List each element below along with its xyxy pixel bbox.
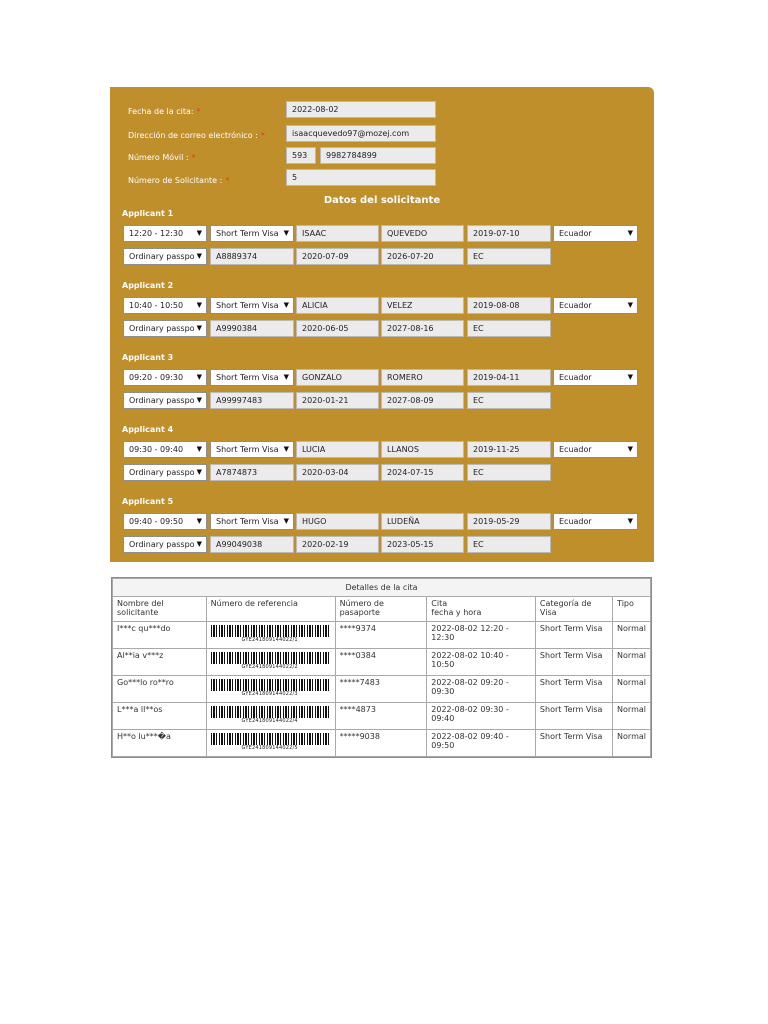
passport-cell: *****7483: [335, 676, 427, 703]
nationality-select-value: Ecuador: [559, 445, 592, 454]
first-name-input-value: HUGO: [302, 517, 327, 526]
reference-number: GYE241809144022/3: [241, 691, 298, 697]
movil-input[interactable]: 9982784899: [320, 147, 436, 164]
first-name-input-value: ALICIA: [302, 301, 328, 310]
dob-input[interactable]: [467, 369, 551, 386]
passport-number-input[interactable]: [210, 248, 294, 265]
issue-date-input-value: 2020-02-19: [302, 540, 349, 549]
applicant-label: Applicant 4: [122, 425, 174, 434]
email-input[interactable]: isaacquevedo97@mozej.com: [286, 125, 436, 142]
tipo-cell: Normal: [613, 676, 651, 703]
passport-type-select-value: Ordinary passpo: [129, 324, 195, 333]
applicant-name-cell: Go***lo ro**ro: [113, 676, 207, 703]
barcode-icon: [211, 625, 329, 637]
cita-cell: 2022-08-02 09:30 - 09:40: [427, 703, 536, 730]
chevron-down-icon: ▼: [196, 229, 202, 237]
reference-number: GYE241809144022/2: [241, 664, 298, 670]
expiry-date-input[interactable]: [381, 392, 464, 409]
category-cell: Short Term Visa: [535, 649, 612, 676]
first-name-input[interactable]: [296, 297, 379, 314]
reference-cell: [206, 703, 335, 730]
dob-input-value: 2019-08-08: [473, 301, 520, 310]
applicant-name-cell: H**o lu***�a: [113, 730, 207, 757]
chevron-down-icon: ▼: [627, 517, 633, 525]
expiry-date-input[interactable]: [381, 464, 464, 481]
nationality-select[interactable]: [553, 297, 638, 314]
passport-type-select[interactable]: [123, 320, 207, 337]
country-input[interactable]: [467, 320, 551, 337]
last-name-input-value: VELEZ: [387, 301, 413, 310]
details-caption: Detalles de la cita: [113, 579, 651, 597]
visa-select-value: Short Term Visa: [216, 517, 279, 526]
chevron-down-icon: ▼: [196, 396, 202, 404]
reference-number: GYE241809144022/5: [241, 745, 298, 751]
last-name-input-value: QUEVEDO: [387, 229, 428, 238]
last-name-input-value: LLANOS: [387, 445, 419, 454]
reference-cell: [206, 622, 335, 649]
nationality-select-value: Ecuador: [559, 301, 592, 310]
country-input[interactable]: [467, 464, 551, 481]
fecha-input[interactable]: 2022-08-02: [286, 101, 436, 118]
category-cell: Short Term Visa: [535, 703, 612, 730]
visa-select-value: Short Term Visa: [216, 301, 279, 310]
passport-cell: ****4873: [335, 703, 427, 730]
expiry-date-input[interactable]: [381, 320, 464, 337]
fecha-label: Fecha de la cita: *: [128, 107, 201, 116]
chevron-down-icon: ▼: [196, 301, 202, 309]
col-passport: Número de pasaporte: [335, 597, 427, 622]
applicant-name-cell: I***c qu***do: [113, 622, 207, 649]
dob-input-value: 2019-07-10: [473, 229, 520, 238]
table-row: [113, 730, 651, 757]
passport-number-input[interactable]: [210, 464, 294, 481]
barcode-icon: [211, 652, 329, 664]
dob-input[interactable]: [467, 297, 551, 314]
visa-select[interactable]: [210, 369, 294, 386]
nationality-select-value: Ecuador: [559, 373, 592, 382]
chevron-down-icon: ▼: [283, 301, 289, 309]
passport-type-select[interactable]: [123, 392, 207, 409]
tipo-cell: Normal: [613, 730, 651, 757]
datos-title: Datos del solicitante: [323, 195, 441, 206]
last-name-input[interactable]: [381, 297, 464, 314]
chevron-down-icon: ▼: [196, 252, 202, 260]
barcode-icon: [211, 679, 329, 691]
cita-cell: 2022-08-02 12:20 - 12:30: [427, 622, 536, 649]
passport-type-select-value: Ordinary passpo: [129, 252, 195, 261]
passport-number-input[interactable]: [210, 536, 294, 553]
visa-select-value: Short Term Visa: [216, 229, 279, 238]
chevron-down-icon: ▼: [283, 229, 289, 237]
time-select[interactable]: [123, 369, 207, 386]
chevron-down-icon: ▼: [627, 301, 633, 309]
time-select[interactable]: [123, 441, 207, 458]
last-name-input-value: ROMERO: [387, 373, 423, 382]
time-select-value: 12:20 - 12:30: [129, 229, 184, 238]
applicant-label: Applicant 5: [122, 497, 174, 506]
first-name-input-value: ISAAC: [302, 229, 327, 238]
country-input[interactable]: [467, 248, 551, 265]
category-cell: Short Term Visa: [535, 730, 612, 757]
reference-cell: [206, 730, 335, 757]
time-select-value: 10:40 - 10:50: [129, 301, 184, 310]
chevron-down-icon: ▼: [196, 373, 202, 381]
nationality-select[interactable]: [553, 513, 638, 530]
expiry-date-input-value: 2027-08-09: [387, 396, 434, 405]
cita-cell: 2022-08-02 10:40 - 10:50: [427, 649, 536, 676]
cita-cell: 2022-08-02 09:40 - 09:50: [427, 730, 536, 757]
passport-cell: ****0384: [335, 649, 427, 676]
dob-input[interactable]: [467, 225, 551, 242]
expiry-date-input[interactable]: [381, 248, 464, 265]
tipo-cell: Normal: [613, 703, 651, 730]
passport-number-input-value: A9990384: [216, 324, 258, 333]
time-select[interactable]: [123, 297, 207, 314]
chevron-down-icon: ▼: [627, 229, 633, 237]
col-category: Categoría de Visa: [535, 597, 612, 622]
chevron-down-icon: ▼: [627, 373, 633, 381]
last-name-input[interactable]: [381, 513, 464, 530]
passport-cell: *****9038: [335, 730, 427, 757]
applicant-name-cell: Al**ia v***z: [113, 649, 207, 676]
country-input-value: EC: [473, 396, 484, 405]
first-name-input-value: LUCIA: [302, 445, 326, 454]
chevron-down-icon: ▼: [196, 517, 202, 525]
applicant-label: Applicant 3: [122, 353, 174, 362]
visa-select[interactable]: [210, 225, 294, 242]
movil-code-input[interactable]: 593: [286, 147, 316, 164]
visa-select[interactable]: [210, 297, 294, 314]
reference-number: GYE241809144022/4: [241, 718, 298, 724]
applicant-form-panel: [110, 87, 654, 562]
category-cell: Short Term Visa: [535, 676, 612, 703]
passport-type-select-value: Ordinary passpo: [129, 396, 195, 405]
passport-number-input-value: A99997483: [216, 396, 263, 405]
country-input-value: EC: [473, 252, 484, 261]
chevron-down-icon: ▼: [283, 445, 289, 453]
time-select[interactable]: [123, 225, 207, 242]
time-select-value: 09:40 - 09:50: [129, 517, 184, 526]
last-name-input-value: LUDEÑA: [387, 517, 420, 526]
chevron-down-icon: ▼: [196, 540, 202, 548]
passport-type-select[interactable]: [123, 248, 207, 265]
tipo-cell: Normal: [613, 622, 651, 649]
first-name-input[interactable]: [296, 369, 379, 386]
nationality-select[interactable]: [553, 225, 638, 242]
dob-input-value: 2019-05-29: [473, 517, 520, 526]
visa-select-value: Short Term Visa: [216, 445, 279, 454]
expiry-date-input-value: 2026-07-20: [387, 252, 434, 261]
time-select-value: 09:20 - 09:30: [129, 373, 184, 382]
first-name-input[interactable]: [296, 441, 379, 458]
time-select-value: 09:30 - 09:40: [129, 445, 184, 454]
barcode-icon: [211, 706, 329, 718]
last-name-input[interactable]: [381, 441, 464, 458]
visa-select-value: Short Term Visa: [216, 373, 279, 382]
passport-type-select-value: Ordinary passpo: [129, 468, 195, 477]
country-input-value: EC: [473, 540, 484, 549]
col-name: Nombre del solicitante: [113, 597, 207, 622]
email-label: Dirección de correo electrónico : *: [128, 131, 265, 140]
country-input-value: EC: [473, 468, 484, 477]
visa-select[interactable]: [210, 513, 294, 530]
chevron-down-icon: ▼: [196, 445, 202, 453]
expiry-date-input-value: 2023-05-15: [387, 540, 434, 549]
expiry-date-input-value: 2027-08-16: [387, 324, 434, 333]
reference-cell: [206, 676, 335, 703]
issue-date-input-value: 2020-03-04: [302, 468, 349, 477]
solicitante-input[interactable]: 5: [286, 169, 436, 186]
first-name-input-value: GONZALO: [302, 373, 342, 382]
movil-label: Número Móvil : *: [128, 153, 196, 162]
category-cell: Short Term Visa: [535, 622, 612, 649]
issue-date-input[interactable]: [296, 464, 379, 481]
barcode-icon: [211, 733, 329, 745]
nationality-select-value: Ecuador: [559, 229, 592, 238]
issue-date-input-value: 2020-07-09: [302, 252, 349, 261]
last-name-input[interactable]: [381, 369, 464, 386]
chevron-down-icon: ▼: [283, 517, 289, 525]
passport-cell: ****9374: [335, 622, 427, 649]
chevron-down-icon: ▼: [627, 445, 633, 453]
chevron-down-icon: ▼: [196, 468, 202, 476]
solicitante-label: Número de Solicitante : *: [128, 176, 230, 185]
cita-cell: 2022-08-02 09:20 - 09:30: [427, 676, 536, 703]
country-input[interactable]: [467, 392, 551, 409]
expiry-date-input-value: 2024-07-15: [387, 468, 434, 477]
chevron-down-icon: ▼: [283, 373, 289, 381]
last-name-input[interactable]: [381, 225, 464, 242]
passport-number-input[interactable]: [210, 392, 294, 409]
nationality-select[interactable]: [553, 441, 638, 458]
country-input-value: EC: [473, 324, 484, 333]
first-name-input[interactable]: [296, 225, 379, 242]
passport-number-input[interactable]: [210, 320, 294, 337]
table-row: [113, 622, 651, 649]
tipo-cell: Normal: [613, 649, 651, 676]
passport-type-select[interactable]: [123, 464, 207, 481]
passport-number-input-value: A8889374: [216, 252, 258, 261]
issue-date-input-value: 2020-01-21: [302, 396, 349, 405]
issue-date-input-value: 2020-06-05: [302, 324, 349, 333]
issue-date-input[interactable]: [296, 536, 379, 553]
passport-type-select[interactable]: [123, 536, 207, 553]
visa-select[interactable]: [210, 441, 294, 458]
applicant-label: Applicant 1: [122, 209, 174, 218]
issue-date-input[interactable]: [296, 392, 379, 409]
country-input[interactable]: [467, 536, 551, 553]
col-tipo: Tipo: [613, 597, 651, 622]
reference-number: GYE241809144022/1: [241, 637, 298, 643]
issue-date-input[interactable]: [296, 248, 379, 265]
first-name-input[interactable]: [296, 513, 379, 530]
passport-number-input-value: A99049038: [216, 540, 263, 549]
table-row: [113, 703, 651, 730]
reference-cell: [206, 649, 335, 676]
passport-type-select-value: Ordinary passpo: [129, 540, 195, 549]
applicant-label: Applicant 2: [122, 281, 174, 290]
time-select[interactable]: [123, 513, 207, 530]
col-ref: Número de referencia: [206, 597, 335, 622]
table-row: [113, 649, 651, 676]
nationality-select-value: Ecuador: [559, 517, 592, 526]
dob-input-value: 2019-11-25: [473, 445, 520, 454]
nationality-select[interactable]: [553, 369, 638, 386]
expiry-date-input[interactable]: [381, 536, 464, 553]
chevron-down-icon: ▼: [196, 324, 202, 332]
applicant-name-cell: L***a ll**os: [113, 703, 207, 730]
dob-input-value: 2019-04-11: [473, 373, 520, 382]
passport-number-input-value: A7874873: [216, 468, 258, 477]
col-cita: Cita fecha y hora: [427, 597, 536, 622]
appointment-details-table: [111, 577, 652, 758]
dob-input[interactable]: [467, 513, 551, 530]
issue-date-input[interactable]: [296, 320, 379, 337]
dob-input[interactable]: [467, 441, 551, 458]
table-row: [113, 676, 651, 703]
